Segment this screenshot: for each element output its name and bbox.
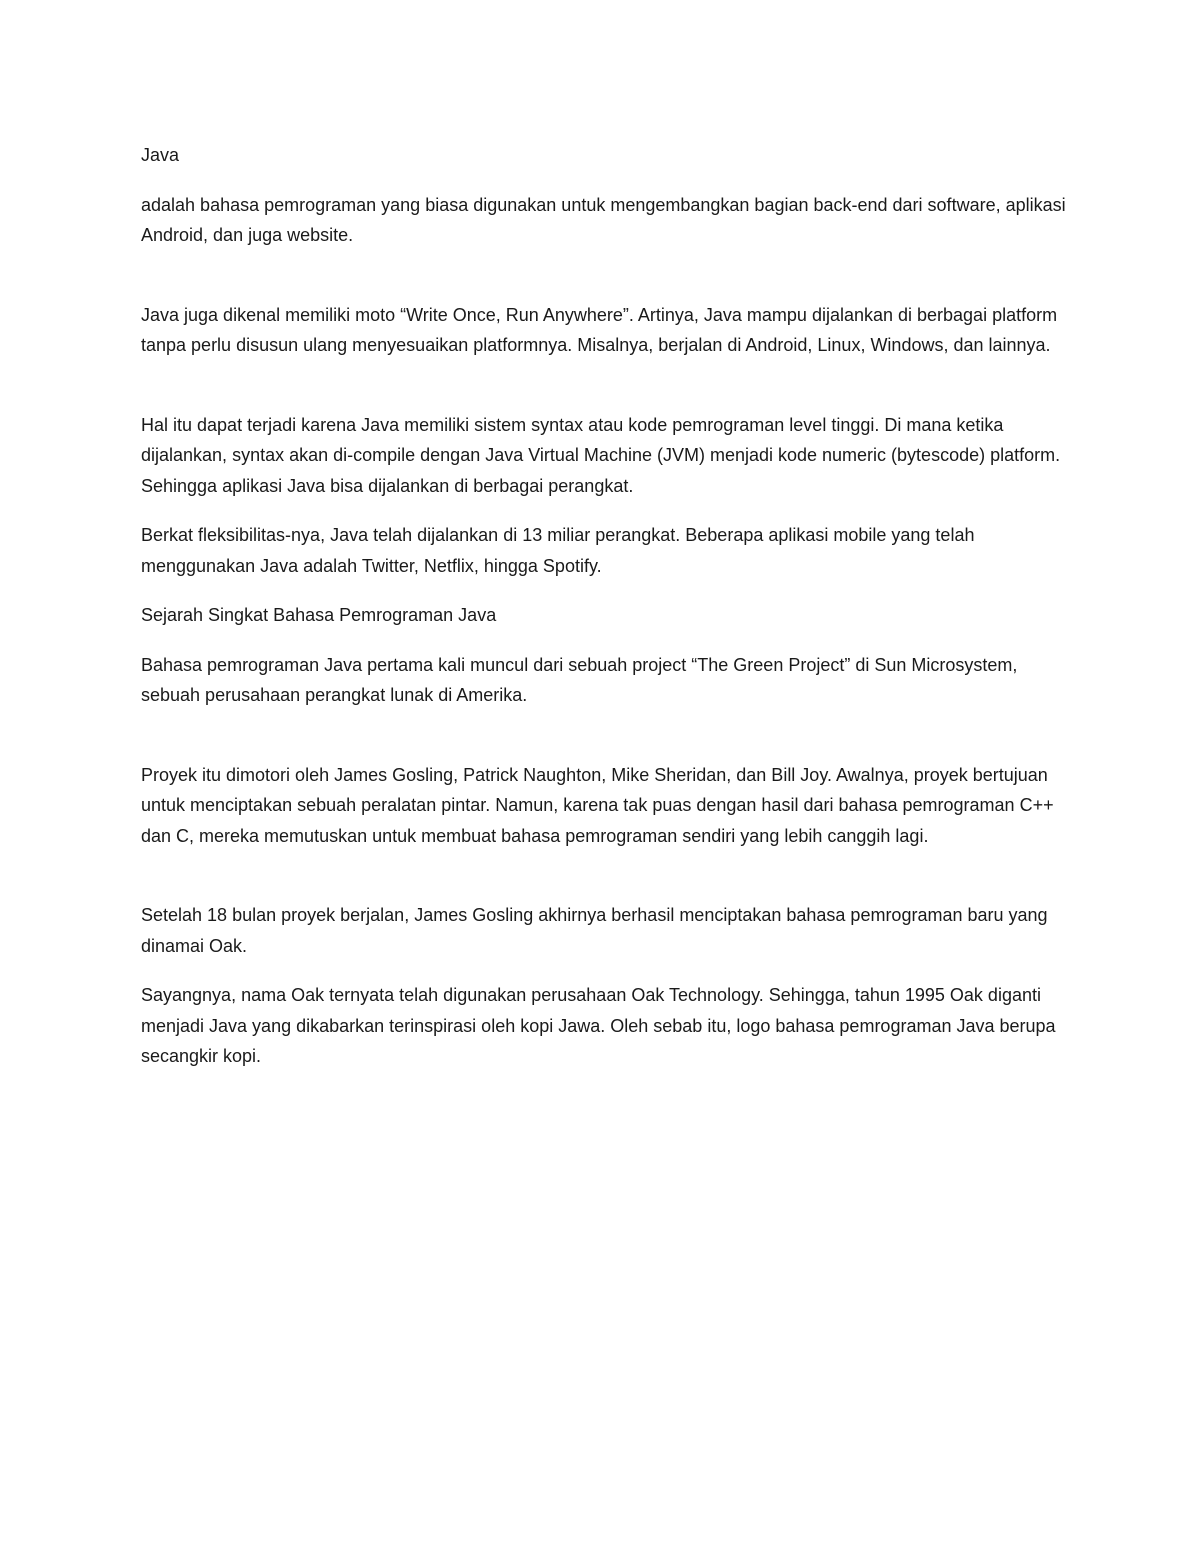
paragraph-oak-creation: Setelah 18 bulan proyek berjalan, James Gosling akhirnya berhasil menciptakan bahasa pemrograman baru yang dinamai Oak. bbox=[141, 905, 1048, 956]
section-heading-history: Sejarah Singkat Bahasa Pemrograman Java bbox=[141, 605, 497, 625]
document-title: Java bbox=[141, 145, 180, 165]
paragraph-java-flexibility: Berkat fleksibilitas-nya, Java telah dijalankan di 13 miliar perangkat. Beberapa aplikasi mobile yang telah menggunakan Java adalah Twitter, Netflix, hingga Spotify. bbox=[141, 525, 975, 576]
paragraph-java-motto: Java juga dikenal memiliki moto “Write Once, Run Anywhere”. Artinya, Java mampu dijalankan di berbagai platform tanpa perlu disusun ulang menyesuaikan platformnya. Misalnya, berjalan di Android, Linux, Windows, dan lainnya. bbox=[141, 304, 1058, 355]
paragraph-project-team: Proyek itu dimotori oleh James Gosling, Patrick Naughton, Mike Sheridan, dan Bill Joy. Awalnya, proyek bertujuan untuk menciptakan sebuah peralatan pintar. Namun, karena tak puas dengan hasil dari bahasa pemrograman C++ dan C, mereka memutuskan untuk membuat bahasa pemrograman sendiri yang lebih canggih lagi. bbox=[141, 764, 1054, 846]
paragraph-java-definition: adalah bahasa pemrograman yang biasa digunakan untuk mengembangkan bagian back-end dari software, aplikasi Android, dan juga website. bbox=[141, 194, 1066, 245]
paragraph-java-syntax: Hal itu dapat terjadi karena Java memiliki sistem syntax atau kode pemrograman level tinggi. Di mana ketika dijalankan, syntax akan di-compile dengan Java Virtual Machine (JVM) menjadi kode numeric (bytescode) platform. Sehingga aplikasi Java bisa dijalankan di berbagai perangkat. bbox=[141, 414, 1061, 496]
document-body bbox=[141, 140, 1071, 1091]
paragraph-green-project: Bahasa pemrograman Java pertama kali muncul dari sebuah project “The Green Project” di Sun Microsystem, sebuah perusahaan perangkat lunak di Amerika. bbox=[141, 654, 1018, 705]
paragraph-oak-renamed: Sayangnya, nama Oak ternyata telah digunakan perusahaan Oak Technology. Sehingga, tahun 1995 Oak diganti menjadi Java yang dikabarkan terinspirasi oleh kopi Jawa. Oleh sebab itu, logo bahasa pemrograman Java berupa secangkir kopi. bbox=[141, 985, 1056, 1066]
